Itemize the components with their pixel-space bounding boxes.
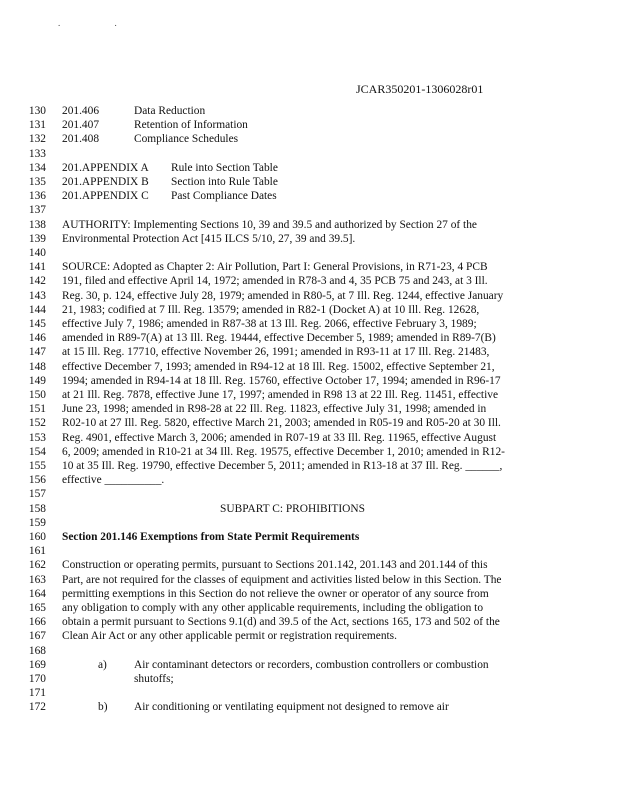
document-line: [0, 232, 618, 246]
document-line: [0, 218, 618, 232]
document-line: [0, 629, 618, 643]
document-line: [0, 374, 618, 388]
document-line: [0, 147, 618, 161]
document-line: [0, 104, 618, 118]
document-line: [0, 274, 618, 288]
line-number: 147: [28, 346, 46, 359]
body-text: 21, 1983; codified at 7 Ill. Reg. 13579; amended in R82-1 (Docket A) at 10 Ill. Reg. 12628,: [62, 303, 480, 316]
line-number: 165: [28, 602, 46, 614]
line-number: 132: [28, 133, 46, 146]
body-text: at 15 Ill. Reg. 17710, effective November 26, 1991; amended in R93-11 at 17 Ill. Reg. 21483,: [62, 346, 490, 359]
line-number: 133: [28, 147, 46, 160]
document-line: [0, 544, 618, 558]
line-number: 167: [28, 630, 46, 643]
line-number: 160: [28, 531, 46, 543]
document-line: [0, 203, 618, 217]
item-text: Air contaminant detectors or recorders, combustion controllers or combustion: [134, 658, 489, 671]
item-label: a): [98, 658, 107, 671]
line-number: 163: [28, 573, 46, 586]
line-number: 130: [28, 105, 46, 117]
scan-marks: . .: [58, 18, 143, 28]
line-number: 155: [28, 460, 46, 472]
section-heading: Section 201.146 Exemptions from State Permit Requirements: [62, 531, 360, 543]
line-number: 141: [28, 261, 46, 274]
line-number: 158: [28, 502, 46, 515]
document-line: [0, 118, 618, 132]
document-line: [0, 445, 618, 459]
appendix-title: Rule into Section Table: [171, 161, 278, 174]
document-line: [0, 516, 618, 530]
line-number: 134: [28, 161, 46, 174]
document-line: [0, 388, 618, 402]
appendix-number: 201.APPENDIX B: [62, 176, 149, 188]
section-title: Compliance Schedules: [134, 133, 239, 146]
body-text: 1994; amended in R94-14 at 18 Ill. Reg. 15760, effective October 17, 1994; amended in R96-17: [62, 374, 501, 387]
body-text: 10 at 35 Ill. Reg. 19790, effective December 5, 2011; amended in R13-18 at 37 Ill. Reg. ______,: [62, 460, 503, 472]
body-text: Environmental Protection Act [415 ILCS 5/10, 27, 39 and 39.5].: [62, 232, 356, 245]
document-line: [0, 530, 618, 544]
line-number: 145: [28, 318, 46, 330]
body-text: Part, are not required for the classes of equipment and activities listed below in this Section. The: [62, 573, 502, 586]
document-line: [0, 175, 618, 189]
body-text: 6, 2009; amended in R10-21 at 34 Ill. Reg. 19575, effective December 1, 2010; amended in R12-: [62, 445, 505, 458]
document-line: [0, 260, 618, 274]
document-line: [0, 402, 618, 416]
line-number: 172: [28, 701, 46, 714]
body-text: Reg. 4901, effective March 3, 2006; amended in R07-19 at 33 Ill. Reg. 11965, effective August: [62, 431, 497, 444]
body-text: R02-10 at 27 Ill. Reg. 5820, effective March 21, 2003; amended in R05-19 and R05-20 at 30 Ill.: [62, 417, 501, 430]
body-text: SOURCE: Adopted as Chapter 2: Air Pollution, Part I: General Provisions, in R71-23, 4 PCB: [62, 261, 488, 274]
document-line: [0, 189, 618, 203]
appendix-title: Past Compliance Dates: [171, 190, 277, 203]
body-text: permitting exemptions in this Section do not relieve the owner or operator of any source from: [62, 587, 489, 600]
line-number: 150: [28, 389, 46, 401]
document-line: [0, 473, 618, 487]
body-text: effective July 7, 1986; amended in R87-38 at 13 Ill. Reg. 2066, effective February 3, 1989;: [62, 318, 477, 330]
body-text: effective __________.: [62, 474, 165, 487]
document-line: [0, 502, 618, 516]
line-number: 142: [28, 275, 46, 288]
document-line: [0, 345, 618, 359]
document-line: [0, 289, 618, 303]
document-line: [0, 416, 618, 430]
appendix-title: Section into Rule Table: [171, 176, 278, 188]
appendix-number: 201.APPENDIX A: [62, 161, 149, 174]
line-number: 162: [28, 559, 46, 572]
line-number: 161: [28, 545, 46, 558]
document-line: [0, 360, 618, 374]
document-line: [0, 487, 618, 501]
line-number: 136: [28, 190, 46, 203]
line-number: 149: [28, 374, 46, 387]
document-line: [0, 161, 618, 175]
document-line: [0, 573, 618, 587]
item-text: Air conditioning or ventilating equipment not designed to remove air: [134, 701, 449, 714]
body-text: amended in R89-7(A) at 13 Ill. Reg. 19444, effective December 5, 1989; amended in R89-7(B): [62, 332, 496, 345]
line-number: 164: [28, 587, 46, 600]
line-number: 170: [28, 673, 46, 685]
document-line: [0, 132, 618, 146]
document-line: [0, 246, 618, 260]
body-text: at 21 Ill. Reg. 7878, effective June 17, 1997; amended in R98 13 at 22 Ill. Reg. 11451, effective: [62, 389, 499, 401]
document-line: [0, 331, 618, 345]
body-text: any obligation to comply with any other applicable requirements, including the obligation to: [62, 602, 484, 614]
line-number: 166: [28, 616, 46, 629]
line-number: 138: [28, 218, 46, 231]
section-title: Retention of Information: [134, 119, 248, 132]
document-line: [0, 686, 618, 700]
document-line: [0, 317, 618, 331]
document-line: [0, 672, 618, 686]
document-id: JCAR350201-1306028r01: [356, 82, 484, 96]
section-number: 201.406: [62, 105, 100, 117]
line-number: 153: [28, 431, 46, 444]
line-number: 137: [28, 204, 46, 217]
body-text: obtain a permit pursuant to Sections 9.1(d) and 39.5 of the Act, sections 165, 173 and 502 of the: [62, 616, 500, 629]
document-line: [0, 615, 618, 629]
body-text: Reg. 30, p. 124, effective July 28, 1979; amended in R80-5, at 7 Ill. Reg. 1244, effective January: [62, 289, 504, 302]
appendix-number: 201.APPENDIX C: [62, 190, 149, 203]
section-number: 201.407: [62, 119, 100, 132]
document-line: [0, 459, 618, 473]
line-number: 135: [28, 176, 46, 188]
document-line: [0, 303, 618, 317]
line-number: 154: [28, 445, 46, 458]
line-number: 168: [28, 644, 46, 657]
body-text: Construction or operating permits, pursuant to Sections 201.142, 201.143 and 201.144 of this: [62, 559, 488, 572]
body-text: AUTHORITY: Implementing Sections 10, 39 and 39.5 and authorized by Section 27 of the: [62, 218, 477, 231]
line-number: 171: [28, 687, 46, 700]
document-line: [0, 601, 618, 615]
document-line: [0, 700, 618, 714]
line-number: 143: [28, 289, 46, 302]
item-text: shutoffs;: [134, 673, 174, 685]
line-number: 157: [28, 488, 46, 501]
body-text: Clean Air Act or any other applicable permit or registration requirements.: [62, 630, 397, 643]
line-number: 144: [28, 303, 46, 316]
line-number: 152: [28, 417, 46, 430]
document-line: [0, 587, 618, 601]
item-label: b): [98, 701, 108, 714]
line-number: 159: [28, 516, 46, 529]
line-number: 140: [28, 247, 46, 259]
document-line: [0, 431, 618, 445]
body-text: June 23, 1998; amended in R98-28 at 22 Ill. Reg. 11823, effective July 31, 1998; amended in: [62, 403, 487, 416]
line-number: 131: [28, 119, 46, 132]
line-number: 146: [28, 332, 46, 345]
section-title: Data Reduction: [134, 105, 206, 117]
line-number: 139: [28, 232, 46, 245]
body-text: effective December 7, 1993; amended in R94-12 at 18 Ill. Reg. 15002, effective September 21,: [62, 360, 495, 373]
line-number: 148: [28, 360, 46, 373]
document-line: [0, 658, 618, 672]
document-line: [0, 558, 618, 572]
section-number: 201.408: [62, 133, 100, 146]
subpart-heading: SUBPART C: PROHIBITIONS: [220, 502, 365, 515]
line-number: 156: [28, 474, 46, 487]
line-number: 151: [28, 403, 46, 416]
line-number: 169: [28, 658, 46, 671]
body-text: 191, filed and effective April 14, 1972; amended in R78-3 and 4, 35 PCB 75 and 243, at 3 Ill.: [62, 275, 488, 288]
document-line: [0, 644, 618, 658]
